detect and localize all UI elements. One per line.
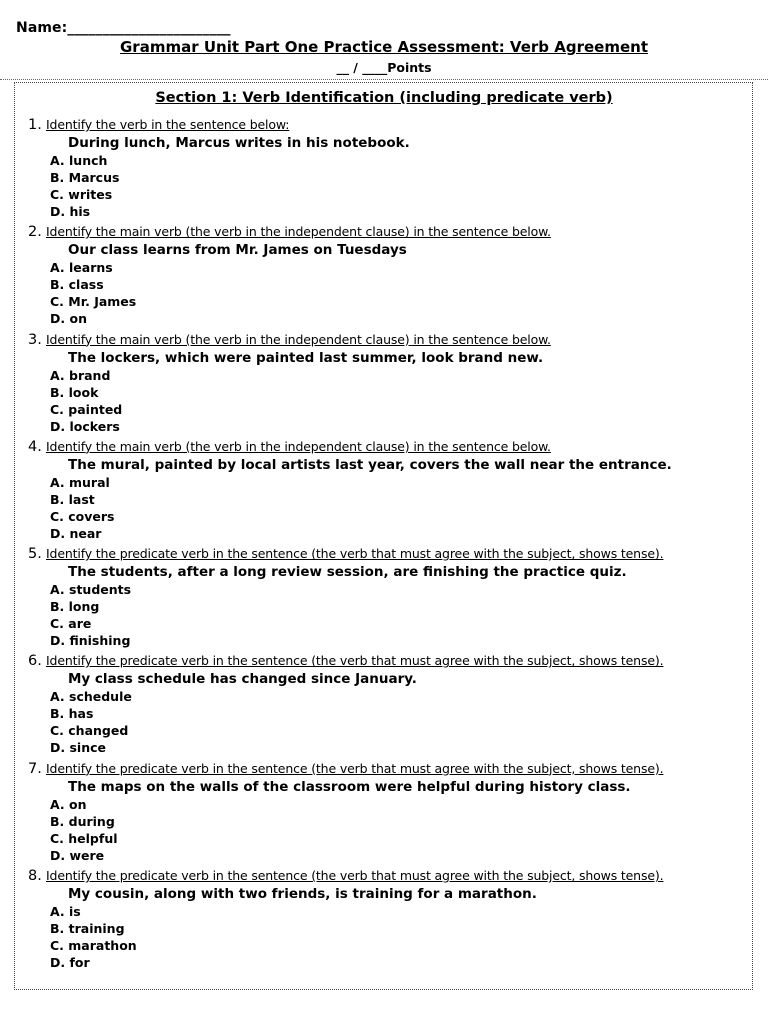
answer-option[interactable]: C. covers [50,508,115,524]
answer-options [28,259,728,327]
answer-option[interactable]: D. near [50,525,102,541]
question-number: 3. [28,331,42,348]
answer-option[interactable]: C. painted [50,401,123,417]
answer-option[interactable]: A. schedule [50,689,132,705]
question-instruction: Identify the verb in the sentence below: [46,117,290,132]
answer-option[interactable]: B. long [50,599,100,615]
question-instruction: Identify the predicate verb in the sentence (the verb that must agree with the subject, shows tense). [46,653,664,669]
question-number: 7. [28,760,42,777]
question-sentence: The lockers, which were painted last summer, look brand new. [68,349,544,366]
answer-option[interactable]: D. were [50,847,105,863]
answer-option[interactable]: C. helpful [50,830,118,846]
answer-options [28,581,728,649]
answer-option[interactable]: D. lockers [50,418,120,434]
answer-option[interactable]: B. has [50,706,94,722]
question-list [28,115,728,973]
question-number: 8. [28,868,42,885]
answer-option[interactable]: C. changed [50,723,129,739]
question-instruction: Identify the main verb (the verb in the independent clause) in the sentence below. [46,438,551,454]
question-header [28,437,728,456]
answer-option[interactable]: D. since [50,740,106,756]
answer-option[interactable]: D. for [50,955,90,971]
document-title: Grammar Unit Part One Practice Assessment: Verb Agreement [120,38,648,56]
question-header [28,330,728,349]
section-title: Section 1: Verb Identification (including predicate verb) [155,90,613,106]
question-instruction: Identify the predicate verb in the sentence (the verb that must agree with the subject, shows tense). [46,546,664,562]
answer-option[interactable]: B. training [50,921,125,937]
answer-options [28,688,728,756]
name-field-label: Name:_______________________ [16,20,231,36]
question-sentence: The mural, painted by local artists last year, covers the wall near the entrance. [68,456,672,473]
question-8 [28,866,728,973]
question-sentence: During lunch, Marcus writes in his notebook. [68,135,410,151]
question-number: 4. [28,438,42,455]
question-sentence: The maps on the walls of the classroom were helpful during history class. [68,778,631,795]
answer-options [28,796,728,864]
answer-option[interactable]: C. are [50,616,92,632]
question-1 [28,115,728,222]
answer-option[interactable]: A. brand [50,367,111,383]
points-score: __ / ____Points [336,60,432,75]
question-number: 5. [28,546,42,563]
question-instruction: Identify the predicate verb in the sentence (the verb that must agree with the subject, shows tense). [46,868,664,884]
question-header [28,651,728,670]
answer-option[interactable]: B. look [50,384,99,400]
question-header [28,866,728,885]
question-header [28,115,728,134]
answer-option[interactable]: D. on [50,311,87,327]
answer-option[interactable]: C. writes [50,187,113,202]
question-instruction: Identify the main verb (the verb in the independent clause) in the sentence below. [46,331,551,347]
question-sentence: My cousin, along with two friends, is training for a marathon. [68,886,537,903]
question-instruction: Identify the predicate verb in the sentence (the verb that must agree with the subject, shows tense). [46,760,664,776]
question-sentence: The students, after a long review session, are finishing the practice quiz. [68,564,627,581]
answer-options [28,903,728,971]
answer-option[interactable]: B. Marcus [50,170,120,185]
answer-options [28,152,728,220]
answer-option[interactable]: B. during [50,813,115,829]
answer-option[interactable]: A. is [50,904,81,920]
answer-option[interactable]: C. Mr. James [50,294,137,310]
answer-option[interactable]: D. his [50,204,91,219]
answer-option[interactable]: A. on [50,796,87,812]
question-2 [28,222,728,329]
question-4 [28,437,728,544]
answer-option[interactable]: B. class [50,277,104,293]
question-3 [28,330,728,437]
question-sentence: Our class learns from Mr. James on Tuesdays [68,242,407,259]
question-instruction: Identify the main verb (the verb in the independent clause) in the sentence below. [46,224,551,240]
question-7 [28,759,728,866]
answer-option[interactable]: A. lunch [50,153,108,168]
question-number: 6. [28,653,42,670]
question-number: 2. [28,224,42,241]
question-header [28,222,728,241]
answer-option[interactable]: A. learns [50,260,113,276]
question-sentence: My class schedule has changed since January. [68,671,417,688]
answer-option[interactable]: C. marathon [50,938,137,954]
answer-option[interactable]: B. last [50,491,95,507]
question-number: 1. [28,117,42,133]
answer-options [28,474,728,542]
answer-option[interactable]: A. students [50,582,132,598]
answer-option[interactable]: A. mural [50,474,110,490]
question-header [28,544,728,563]
question-5 [28,544,728,651]
answer-options [28,367,728,435]
question-header [28,759,728,778]
answer-option[interactable]: D. finishing [50,633,131,649]
top-dotted-rule [0,79,768,80]
question-6 [28,651,728,758]
